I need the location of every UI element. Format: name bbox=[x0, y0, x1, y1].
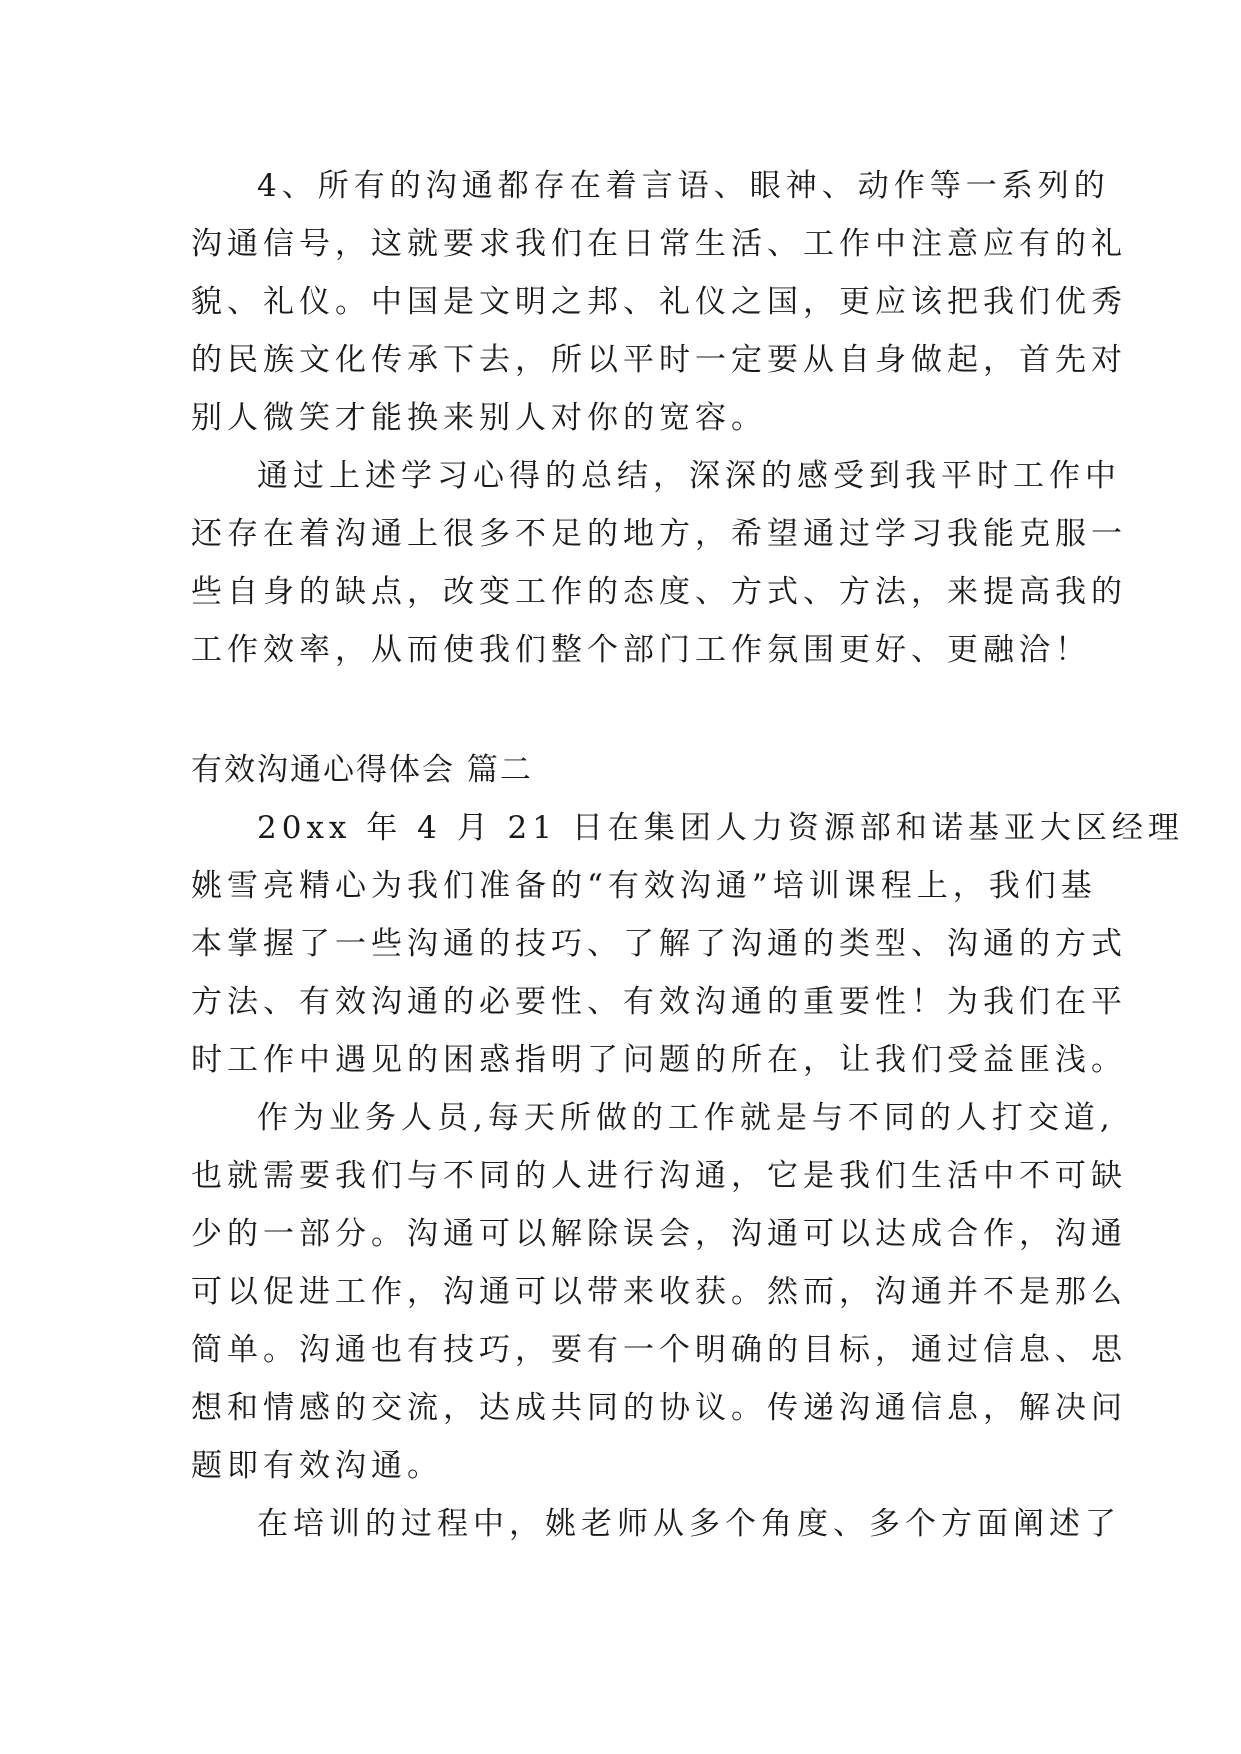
paragraph-line: 时工作中遇见的困惑指明了问题的所在，让我们受益匪浅。 bbox=[191, 1042, 1127, 1078]
paragraph-line: 工作效率，从而使我们整个部门工作氛围更好、更融洽！ bbox=[191, 632, 1091, 668]
paragraph-line: 的民族文化传承下去，所以平时一定要从自身做起，首先对 bbox=[191, 342, 1127, 378]
paragraph-line: 20xx 年 4 月 21 日在集团人力资源部和诺基亚大区经理 bbox=[257, 810, 1184, 846]
paragraph-line: 也就需要我们与不同的人进行沟通，它是我们生活中不可缺 bbox=[191, 1158, 1127, 1194]
paragraph-line: 些自身的缺点，改变工作的态度、方式、方法，来提高我的 bbox=[191, 574, 1127, 610]
paragraph-line: 可以促进工作，沟通可以带来收获。然而，沟通并不是那么 bbox=[191, 1274, 1127, 1310]
paragraph-line: 别人微笑才能换来别人对你的宽容。 bbox=[191, 400, 767, 436]
paragraph-line: 想和情感的交流，达成共同的协议。传递沟通信息，解决问 bbox=[191, 1390, 1127, 1426]
paragraph-line: 4、所有的沟通都存在着言语、眼神、动作等一系列的 bbox=[257, 168, 1110, 204]
paragraph-line: 在培训的过程中，姚老师从多个角度、多个方面阐述了 bbox=[257, 1506, 1121, 1542]
paragraph-line: 还存在着沟通上很多不足的地方，希望通过学习我能克服一 bbox=[191, 516, 1127, 552]
paragraph-line: 作为业务人员,每天所做的工作就是与不同的人打交道, bbox=[257, 1100, 1115, 1136]
paragraph-line: 本掌握了一些沟通的技巧、了解了沟通的类型、沟通的方式 bbox=[191, 926, 1127, 962]
paragraph-line: 少的一部分。沟通可以解除误会，沟通可以达成合作，沟通 bbox=[191, 1216, 1127, 1252]
paragraph-line: 貌、礼仪。中国是文明之邦、礼仪之国，更应该把我们优秀 bbox=[191, 284, 1127, 320]
paragraph-line: 简单。沟通也有技巧，要有一个明确的目标，通过信息、思 bbox=[191, 1332, 1127, 1368]
paragraph-line: 沟通信号，这就要求我们在日常生活、工作中注意应有的礼 bbox=[191, 226, 1127, 262]
paragraph-line: 通过上述学习心得的总结，深深的感受到我平时工作中 bbox=[257, 458, 1121, 494]
section-heading: 有效沟通心得体会 篇二 bbox=[191, 752, 533, 788]
paragraph-line: 题即有效沟通。 bbox=[191, 1448, 443, 1484]
paragraph-line: 姚雪亮精心为我们准备的“有效沟通”培训课程上，我们基 bbox=[191, 868, 1097, 904]
paragraph-line: 方法、有效沟通的必要性、有效沟通的重要性！为我们在平 bbox=[191, 984, 1127, 1020]
